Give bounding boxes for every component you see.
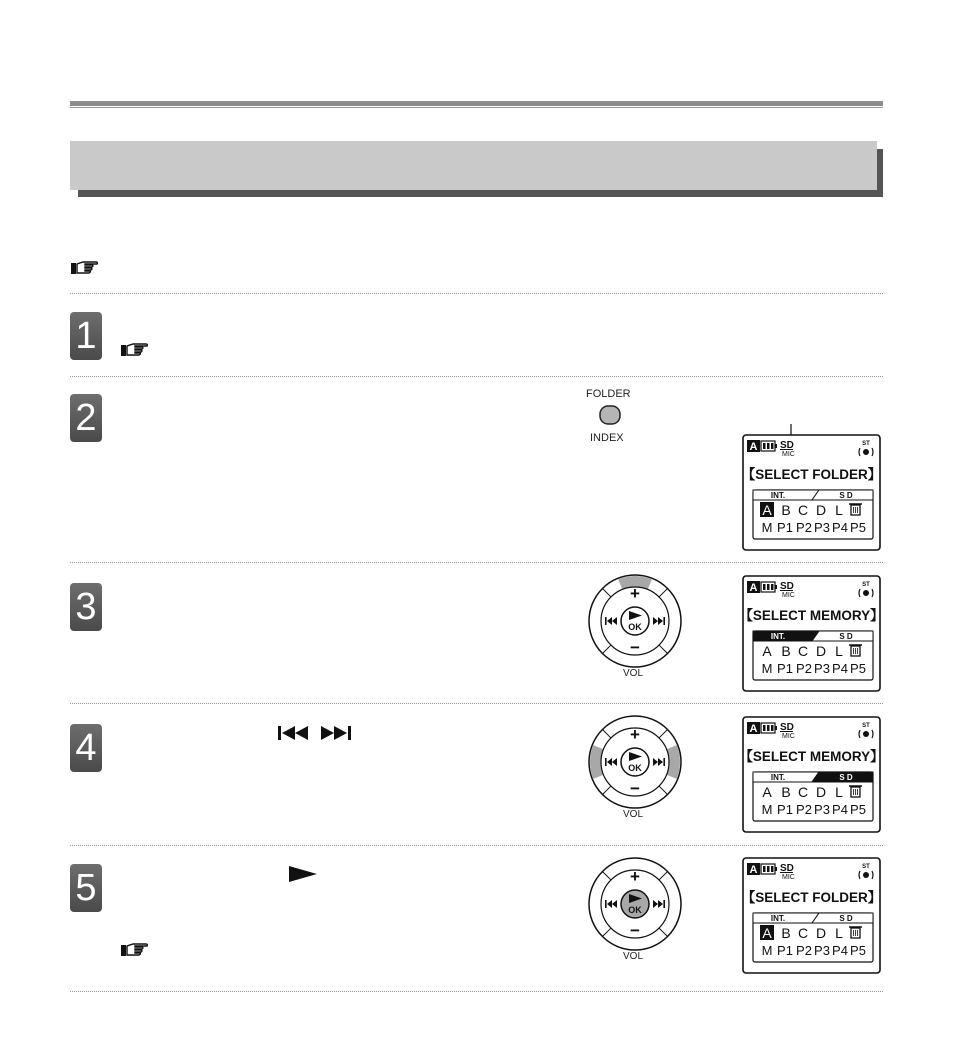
tab-int [753,913,819,923]
dial-graphic [587,714,683,810]
folder-label: M [761,661,773,676]
skip-forward-icon [663,758,665,766]
battery-bar [767,584,770,590]
battery-tip [775,585,777,589]
folder-label: M [761,943,773,958]
battery-bar [763,866,766,872]
folder-label: P2 [796,802,812,817]
battery-bar [763,443,766,449]
tab-sd-label: S D [839,914,853,923]
skip-back-icon [605,900,607,908]
separator [70,991,883,992]
step-number-5: 5 [70,864,102,912]
index-button-label: INDEX [590,432,624,444]
battery-bar [767,866,770,872]
dial-graphic [587,856,683,952]
folder-letter: A [762,784,772,800]
stereo-mic-icon [863,872,869,878]
skip-back-icon [277,725,311,741]
folder-letter: A [762,502,772,518]
st-label: ST [862,582,870,588]
folder-letter: B [781,925,791,941]
ok-label: OK [628,763,642,773]
tab-int-label: INT. [770,632,786,641]
st-label: ST [862,441,870,447]
folder-label: P1 [777,661,793,676]
vol-label: VOL [623,809,644,820]
folder-letter: A [762,925,772,941]
folder-letter: C [797,502,809,518]
tab-int-label: INT. [770,914,786,923]
battery-bar [771,725,774,731]
vol-down-label: − [630,638,640,657]
folder-label: P4 [832,943,848,958]
header-rule [70,101,883,106]
separator [70,562,883,563]
lcd-display [742,575,881,692]
play-icon [288,865,318,883]
lcd-screen [742,434,881,551]
folder-letter: B [781,784,791,800]
folder-letter: D [815,643,827,659]
tab-sd-label: S D [839,632,853,641]
tab-int [753,631,819,641]
reference-hand-icon [70,260,98,276]
lcd-display [742,434,881,551]
folder-label: P2 [796,943,812,958]
folder-label: P4 [832,661,848,676]
control-dial[interactable] [587,856,683,952]
media-mic-label: MIC [782,733,795,740]
battery-bar [763,584,766,590]
battery-bar [763,725,766,731]
battery-bar [767,725,770,731]
folder-letter: L [835,502,843,518]
folder-label: P2 [796,520,812,535]
separator [70,703,883,704]
folder-indicator: A [749,723,758,735]
folder-button-label: FOLDER [586,388,631,400]
vol-up-label: + [630,867,640,886]
lcd-title: 【SELECT FOLDER】 [742,890,881,905]
header-rule-thin [70,107,883,108]
folder-letter: L [835,925,843,941]
folder-label: P5 [850,661,866,676]
folder-label: P3 [814,943,830,958]
reference-hand-icon [120,942,148,958]
battery-tip [775,867,777,871]
stereo-mic-icon [863,731,869,737]
folder-label: P2 [796,661,812,676]
skip-back-icon [605,617,607,625]
vol-up-label: + [630,725,640,744]
lcd-title: 【SELECT MEMORY】 [742,608,881,623]
folder-label: P5 [850,943,866,958]
folder-label: P3 [814,802,830,817]
folder-letter: L [835,784,843,800]
separator [70,845,883,846]
folder-letter: D [815,925,827,941]
media-sd-label: SD [780,722,794,733]
folder-label: M [761,520,773,535]
battery-tip [775,444,777,448]
lcd-screen [742,575,881,692]
stereo-mic-icon [863,449,869,455]
skip-back-icon [605,758,607,766]
skip-forward-icon [663,617,665,625]
lcd-title: 【SELECT MEMORY】 [742,749,881,764]
folder-letter: B [781,502,791,518]
lcd-display [742,716,881,833]
step-number-3: 3 [70,583,102,631]
vol-down-label: − [630,779,640,798]
lcd-display [742,857,881,974]
step-number-1: 1 [70,312,102,360]
media-mic-label: MIC [782,592,795,599]
battery-bar [771,443,774,449]
folder-letter: B [781,643,791,659]
folder-label: P1 [777,943,793,958]
folder-label: P3 [814,520,830,535]
control-dial[interactable] [587,573,683,669]
lcd-title: 【SELECT FOLDER】 [742,467,881,482]
folder-label: P4 [832,520,848,535]
skip-forward-icon [663,900,665,908]
folder-label: P4 [832,802,848,817]
folder-label: P5 [850,520,866,535]
media-sd-label: SD [780,863,794,874]
folder-indicator: A [749,864,758,876]
ok-label: OK [628,622,642,632]
folder-indicator: A [749,582,758,594]
reference-hand-icon [120,342,148,358]
folder-label: P3 [814,661,830,676]
tab-int [753,772,819,782]
step-number-2: 2 [70,394,102,442]
folder-letter: C [797,925,809,941]
skip-forward-icon [319,725,353,741]
folder-label: P1 [777,802,793,817]
title-bar [70,141,877,190]
tab-int-label: INT. [770,773,786,782]
lcd-screen [742,716,881,833]
folder-letter: D [815,784,827,800]
st-label: ST [862,723,870,729]
folder-index-button-icon [598,404,622,426]
folder-letter: L [835,643,843,659]
tab-sd-label: S D [839,491,853,500]
folder-label: M [761,802,773,817]
folder-letter: C [797,784,809,800]
st-label: ST [862,864,870,870]
folder-label: P5 [850,802,866,817]
stereo-mic-icon [863,590,869,596]
step-number-4: 4 [70,724,102,772]
tab-int-label: INT. [770,491,786,500]
dial-graphic [587,573,683,669]
tab-int [753,490,819,500]
folder-indicator: A [749,441,758,453]
media-mic-label: MIC [782,874,795,881]
folder-letter: A [762,643,772,659]
media-sd-label: SD [780,440,794,451]
tab-sd-label: S D [839,773,853,782]
media-sd-label: SD [780,581,794,592]
battery-bar [771,866,774,872]
vol-label: VOL [623,951,644,962]
battery-tip [775,726,777,730]
battery-bar [767,443,770,449]
separator [70,376,883,377]
ok-label: OK [628,905,642,915]
folder-letter: D [815,502,827,518]
folder-letter: C [797,643,809,659]
battery-bar [771,584,774,590]
vol-label: VOL [623,668,644,679]
media-mic-label: MIC [782,451,795,458]
folder-label: P1 [777,520,793,535]
separator [70,293,883,294]
lcd-screen [742,857,881,974]
vol-down-label: − [630,921,640,940]
control-dial[interactable] [587,714,683,810]
vol-up-label: + [630,584,640,603]
